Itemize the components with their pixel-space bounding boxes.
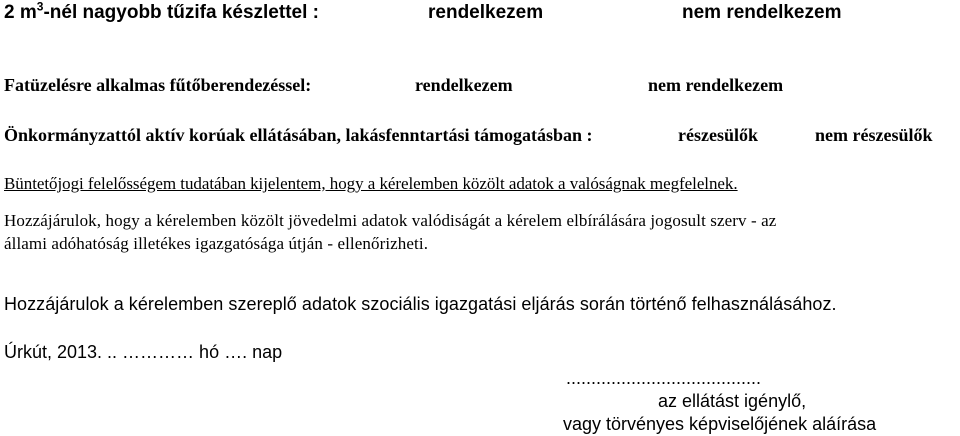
tuzifa-label-sup: 3 <box>36 0 44 14</box>
tuzifa-label <box>4 2 319 24</box>
tuzifa-label-post: -nél nagyobb tűzifa készlettel : <box>43 2 319 23</box>
tamogatas-option-yes[interactable]: részesülők <box>678 125 758 145</box>
tamogatas-option-no[interactable]: nem részesülők <box>815 125 933 145</box>
consent-income-line2: állami adóhatóság illetékes igazgatósága útján - ellenőrizheti. <box>4 234 429 253</box>
futoberendezes-label: Fatüzelésre alkalmas fűtőberendezéssel: <box>4 75 312 95</box>
futoberendezes-option-no[interactable]: nem rendelkezem <box>648 75 784 95</box>
consent-social: Hozzájárulok a kérelemben szereplő adatok szociális igazgatási eljárás során történő felhasználásához. <box>4 294 837 314</box>
signature-line2: vagy törvényes képviselőjének aláírása <box>563 414 877 434</box>
tamogatas-label: Önkormányzattól aktív korúak ellátásában, lakásfenntartási támogatásban : <box>4 125 593 145</box>
signature-dots: ....................................... <box>566 368 762 388</box>
tuzifa-option-no[interactable]: nem rendelkezem <box>682 2 842 23</box>
tuzifa-label-pre: 2 m <box>4 2 37 23</box>
futoberendezes-option-yes[interactable]: rendelkezem <box>415 75 513 95</box>
date-line: Úrkút, 2013. .. ………… hó …. nap <box>4 342 283 362</box>
signature-line1: az ellátást igénylő, <box>658 391 807 411</box>
liability-text: Büntetőjogi felelősségem tudatában kijelentem, hogy a kérelemben közölt adatok a valóságnak megfelelnek. <box>4 174 738 193</box>
tuzifa-option-yes[interactable]: rendelkezem <box>428 2 544 23</box>
liability-statement <box>4 174 738 194</box>
consent-income-line1: Hozzájárulok, hogy a kérelemben közölt jövedelmi adatok valódiságát a kérelem elbírálására jogosult szerv - az <box>4 211 777 230</box>
